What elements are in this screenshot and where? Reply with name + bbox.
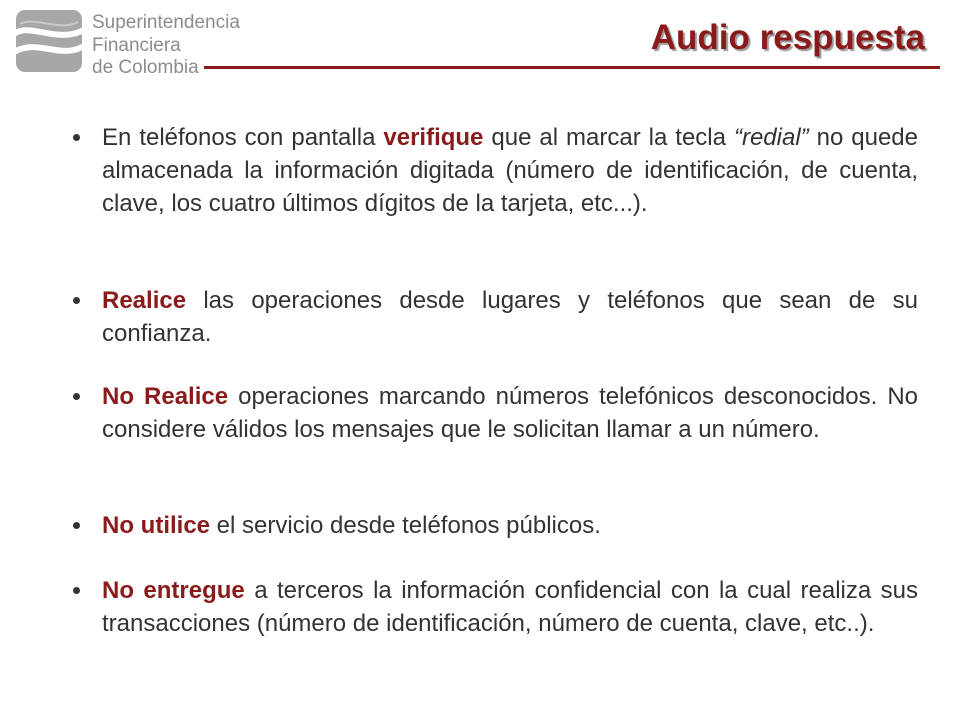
text-segment: que al marcar la tecla [483,124,734,151]
bullet-icon [73,522,80,529]
slide-title: Audio respuesta [650,18,925,57]
emphasis-no-entregue: No entregue [102,577,245,604]
emphasis-realice: Realice [102,287,187,314]
bullet-item [102,284,918,350]
text-segment: el servicio desde teléfonos públicos. [210,512,601,539]
bullet-icon [73,297,80,304]
emphasis-no-utilice: No utilice [102,512,211,539]
bullet-item [102,121,918,220]
emphasis-verifique: verifique [383,124,484,151]
bullet-text [102,121,918,220]
bullet-text [102,509,918,542]
emphasis-no-realice: No Realice [102,383,229,410]
text-segment: a terceros la información confidencial con la cual realiza sus transacciones (número de identificación, número de cuenta, clave, etc..). [102,577,919,637]
bullet-text [102,380,918,446]
bullet-icon [73,393,80,400]
superintendencia-logo-icon [16,10,82,72]
text-segment: no quede almacenada la información digitada (número de identificación, de cuenta, clave, los cuatro últimos dígitos de la tarjeta, etc...). [102,124,918,217]
bullet-icon [73,134,80,141]
title-divider [204,66,940,69]
text-segment: En teléfonos con pantalla [102,124,384,151]
bullet-icon [73,587,80,594]
logo-wordmark [92,12,240,80]
bullet-text [102,284,918,350]
text-segment: las operaciones desde lugares y teléfonos que sean de su confianza. [102,287,918,347]
logo-line-2: Financiera [92,34,181,56]
bullet-item [102,574,918,640]
text-segment: operaciones marcando números telefónicos desconocidos. No considere válidos los mensajes que le solicitan llamar a un número. [102,383,919,443]
bullet-text [102,574,918,640]
organization-logo [16,10,246,78]
bullet-item [102,509,918,542]
bullet-item [102,380,918,446]
logo-line-1: Superintendencia [92,12,240,33]
logo-line-3: de Colombia [92,57,199,78]
italic-redial: “redial” [733,124,809,151]
